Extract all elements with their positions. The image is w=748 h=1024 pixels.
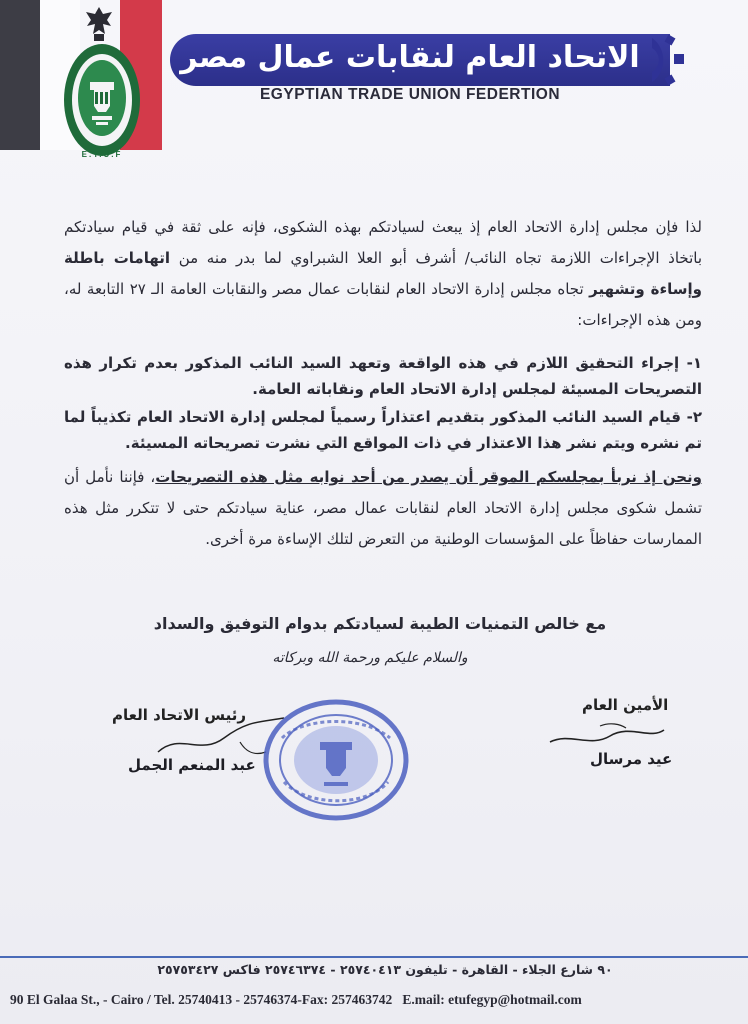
eagle-icon — [82, 4, 116, 44]
intro-paragraph — [64, 212, 702, 336]
footer-address-english — [10, 992, 745, 1008]
secretary-title: الأمين العام — [582, 696, 669, 714]
president-name: عبد المنعم الجمل — [128, 756, 256, 774]
intro-bold-text: اتهامات باطلة وإساءة وتشهير — [64, 249, 702, 298]
list-item — [64, 350, 702, 402]
gear-icon — [652, 30, 696, 90]
header-title-english: EGYPTIAN TRADE UNION FEDERTION — [259, 86, 561, 103]
secretary-name: عيد مرسال — [590, 750, 673, 768]
logo-text: E.T.U.F — [81, 150, 123, 159]
closing-greeting: والسلام عليكم ورحمة الله وبركاته — [272, 650, 468, 666]
conclusion-underlined: ونحن إذ نربأ بمجلسكم الموقر أن يصدر من أحد نوابه مثل هذه التصريحات — [155, 468, 702, 486]
footer-address-arabic: ٩٠ شارع الجلاء - القاهرة - تليفون ٢٥٧٤٠٤١٣ - ٢٥٧٤٦٣٧٤ فاكس ٢٥٧٥٣٤٢٧ — [157, 962, 613, 977]
item-text: إجراء التحقيق اللازم في هذه الواقعة وتعهد السيد النائب المذكور بعدم تكرار هذه التصريحات المسيئة لمجلس إدارة الاتحاد العام ونقاباته العامة. — [64, 354, 702, 398]
etuf-logo-icon — [62, 40, 142, 160]
intro-end-text: تجاه مجلس إدارة الاتحاد العام لنقابات عمال مصر والنقابات العامة الـ ٢٧ التابعة له، ومن هذه الإجراءات: — [64, 280, 702, 329]
intro-text: لذا فإن مجلس إدارة الاتحاد العام إذ يبعث لسيادتكم بهذه الشكوى، فإنه على ثقة في قيام سيادتكم باتخاذ الإجراءات اللازمة تجاه النائب/ أشرف أبو العلا الشبراوي لما بدر منه من — [64, 218, 703, 267]
closing-wishes: مع خالص التمنيات الطيبة لسيادتكم بدوام التوفيق والسداد — [153, 614, 607, 633]
conclusion-text: ، فإننا نأمل أن تشمل شكوى مجلس إدارة الاتحاد العام لنقابات عمال مصر، عناية سيادتكم حتى لا تتكرر مثل هذه الممارسات حفاظاً على المؤسسات الوطنية من التعرض لتلك الإساءة مرة أخرى. — [64, 468, 702, 548]
official-stamp-icon — [262, 698, 410, 822]
flag-black-stripe — [0, 0, 40, 150]
footer-divider — [0, 956, 748, 958]
item-text: قيام السيد النائب المذكور بتقديم اعتذاراً رسمياً لمجلس إدارة الاتحاد العام تكذيباً لما تم نشره ويتم نشر هذا الاعتذار في ذات المواقع التي نشرت تصريحاته المسيئة. — [64, 408, 702, 452]
header-title-arabic: الاتحاد العام لنقابات عمال مصر — [180, 40, 640, 75]
president-title: رئيس الاتحاد العام — [112, 706, 246, 724]
item-number: ٢- — [686, 408, 702, 426]
item-number: ١- — [686, 354, 702, 372]
list-item — [64, 404, 702, 456]
footer-address: 90 El Galaa St., - Cairo / Tel. 25740413 - 25746374-Fax: 257463742 — [10, 992, 393, 1007]
footer-email: E.mail: etufegyp@hotmail.com — [402, 992, 582, 1007]
conclusion-paragraph — [64, 462, 702, 555]
